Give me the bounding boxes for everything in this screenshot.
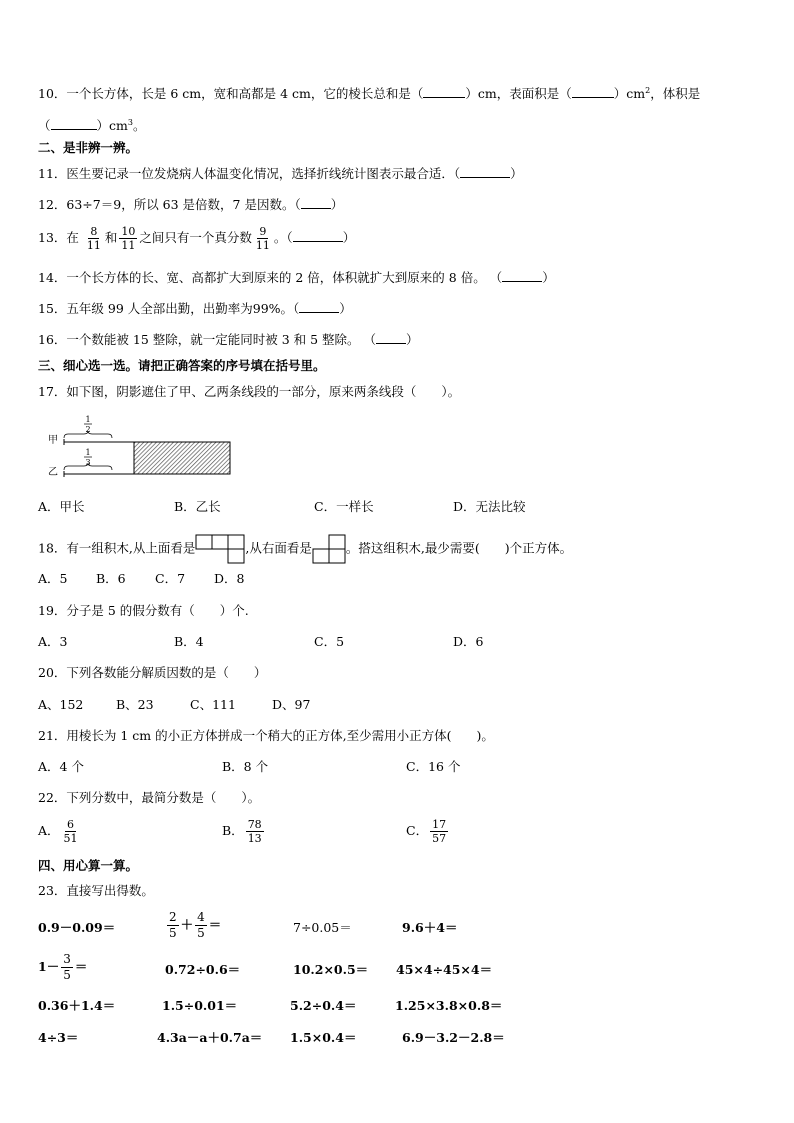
fraction (167, 910, 179, 941)
q14-text: 14．一个长方体的长、宽、高都扩大到原来的 2 倍，体积就扩大到原来的 8 倍。 （ (38, 270, 503, 285)
q19-option-c[interactable]: C．5 (314, 634, 345, 649)
q17-option-d[interactable]: D．无法比较 (453, 499, 526, 514)
calc-item-fraction-sum (165, 910, 221, 941)
numerator: 6 (67, 818, 75, 831)
one-minus: 1－ (38, 959, 60, 974)
denominator: 57 (432, 832, 447, 845)
q14-close: ） (542, 270, 555, 285)
calc-item: 4.3a－a＋0.7a＝ (157, 1030, 263, 1045)
q13-post: 。（ (273, 230, 293, 245)
q21-option-b[interactable]: B．8 个 (222, 759, 269, 774)
q18-option-c[interactable]: C．7 (155, 571, 186, 586)
q13-pre: 13．在 (38, 230, 79, 245)
q13-close: ） (342, 230, 356, 245)
question-14 (38, 269, 555, 287)
q22-option-b[interactable] (222, 818, 266, 845)
question-10-line-1 (38, 82, 700, 103)
calc-item: 0.72÷0.6＝ (165, 962, 241, 977)
q10-unit: ）cm (96, 118, 128, 134)
q18-option-a[interactable]: A．5 (38, 571, 68, 586)
numerator: 4 (197, 910, 205, 924)
calc-item: 1.5×0.4＝ (290, 1030, 357, 1045)
top-view-icon (195, 534, 245, 564)
q11-text: 11．医生要记录一位发烧病人体温变化情况，选择折线统计图表示最合适．（ (38, 166, 461, 181)
section-4-heading: 四、用心算一算。 (38, 858, 139, 873)
fraction (61, 952, 73, 983)
calc-item: 10.2×0.5＝ (293, 962, 369, 977)
q11-close: ） (510, 166, 523, 181)
q18-option-b[interactable]: B．6 (96, 571, 126, 586)
question-15 (38, 300, 352, 318)
answer-blank[interactable] (293, 229, 343, 242)
equals-sign: ＝ (74, 959, 88, 974)
q21-option-c[interactable]: C．16 个 (406, 759, 461, 774)
numerator: 2 (169, 910, 177, 924)
calc-item: 9.6＋4＝ (402, 920, 458, 935)
question-13 (38, 225, 355, 252)
q18-mid: ,从右面看是 (245, 540, 312, 556)
q17-option-b[interactable]: B．乙长 (174, 499, 221, 514)
question-23: 23．直接写出得数。 (38, 883, 154, 898)
calc-item: 0.9－0.09＝ (38, 920, 116, 935)
q19-option-d[interactable]: D．6 (453, 634, 484, 649)
q10-text-a: 10．一个长方体，长是 6 cm，宽和高都是 4 cm，它的棱长总和是（ (38, 86, 424, 102)
option-label: C． (406, 823, 429, 838)
option-label: A． (38, 823, 60, 838)
numerator: 17 (432, 818, 447, 831)
calc-item: 0.36＋1.4＝ (38, 998, 116, 1013)
q10-text-b: ）cm，表面积是（ (465, 86, 572, 102)
brace-jia (64, 431, 112, 438)
q22-option-c[interactable] (406, 818, 450, 845)
denominator: 11 (255, 239, 270, 252)
answer-blank[interactable] (502, 269, 542, 282)
denominator: 11 (121, 239, 136, 252)
q22-option-a[interactable] (38, 818, 82, 845)
q10-text-c: ）cm (613, 86, 646, 102)
question-10-line-2 (38, 114, 145, 135)
superscript-3: 3 (127, 118, 133, 127)
q12-text: 12．63÷7＝9，所以 63 是倍数，7 是因数。（ (38, 197, 301, 212)
question-11 (38, 165, 523, 183)
section-3-heading: 三、细心选一选。请把正确答案的序号填在括号里。 (38, 358, 326, 373)
fraction (254, 225, 272, 252)
q15-close: ） (339, 301, 352, 316)
frac-third-num: 1 (85, 448, 91, 457)
fraction (119, 225, 137, 252)
shaded-cover (134, 442, 230, 474)
answer-blank[interactable] (299, 300, 339, 313)
numerator: 10 (121, 225, 136, 238)
answer-blank[interactable] (460, 165, 510, 178)
calc-item: 5.2÷0.4＝ (290, 998, 357, 1013)
frac-half-num: 1 (85, 415, 91, 424)
option-label: B． (222, 823, 244, 838)
fraction (195, 910, 207, 941)
q19-option-a[interactable]: A．3 (38, 634, 68, 649)
calc-item-one-minus-fraction (38, 952, 87, 983)
q10-text-d: ，体积是 (650, 86, 701, 102)
frac-half-den: 2 (85, 425, 91, 434)
right-view-icon (312, 534, 346, 564)
q19-option-b[interactable]: B．4 (174, 634, 204, 649)
question-17: 17．如下图，阴影遮住了甲、乙两条线段的一部分，原来两条线段（ ）。 (38, 384, 461, 399)
q12-close: ） (330, 197, 344, 212)
answer-blank[interactable] (376, 331, 406, 344)
answer-blank[interactable] (423, 85, 465, 98)
superscript-2: 2 (645, 86, 651, 95)
calc-item: 1.5÷0.01＝ (162, 998, 238, 1013)
question-18 (38, 534, 572, 564)
section-2-heading: 二、是非辨一辨。 (38, 140, 139, 155)
calc-item: 45×4÷45×4＝ (396, 962, 493, 977)
q20-option-a[interactable]: A、152 (38, 697, 84, 712)
denominator: 5 (63, 968, 71, 982)
label-jia: 甲 (48, 435, 58, 446)
fraction (85, 225, 103, 252)
q16-close: ） (406, 332, 419, 347)
q10-end: 。 (132, 118, 146, 134)
denominator: 5 (197, 926, 205, 940)
calc-item: 1.25×3.8×0.8＝ (395, 998, 503, 1013)
q18-pre: 18．有一组积木,从上面看是 (38, 540, 196, 556)
question-22: 22．下列分数中，最简分数是（ ）。 (38, 790, 261, 805)
answer-blank[interactable] (301, 196, 331, 209)
calc-item: 6.9－3.2－2.8＝ (402, 1030, 505, 1045)
equals-sign: ＝ (208, 917, 222, 932)
frac-third-den: 3 (85, 458, 91, 467)
question-20: 20．下列各数能分解质因数的是（ ） (38, 665, 267, 680)
q13-mid2: 之间只有一个真分数 (139, 230, 252, 245)
fraction (246, 818, 264, 845)
q20-option-d[interactable]: D、97 (272, 697, 311, 712)
question-21: 21．用棱长为 1 cm 的小正方体拼成一个稍大的正方体,至少需用小正方体( )。 (38, 728, 494, 743)
label-yi: 乙 (48, 467, 58, 478)
numerator: 9 (259, 225, 267, 238)
q18-post: 。搭这组积木,最少需要( )个正方体。 (345, 540, 573, 556)
numerator: 78 (247, 818, 262, 831)
fraction (430, 818, 448, 845)
denominator: 11 (86, 239, 101, 252)
numerator: 3 (63, 952, 71, 966)
question-12 (38, 196, 343, 214)
numerator: 8 (90, 225, 98, 238)
segment-figure (42, 412, 242, 480)
q15-text: 15．五年级 99 人全部出勤，出勤率为99%。（ (38, 301, 300, 316)
fraction (62, 818, 80, 845)
q13-mid: 和 (104, 230, 118, 245)
denominator: 5 (169, 926, 177, 940)
q21-option-a[interactable]: A．4 个 (38, 759, 84, 774)
q10-open: （ (38, 118, 51, 134)
question-19: 19．分子是 5 的假分数有（ ）个. (38, 603, 249, 618)
denominator: 51 (63, 832, 78, 845)
answer-blank[interactable] (51, 117, 97, 130)
q20-option-b[interactable]: B、23 (116, 697, 154, 712)
q17-option-c[interactable]: C．一样长 (314, 499, 374, 514)
q16-text: 16．一个数能被 15 整除，就一定能同时被 3 和 5 整除。 （ (38, 332, 377, 347)
answer-blank[interactable] (572, 85, 614, 98)
denominator: 13 (247, 832, 262, 845)
calc-item: 4÷3＝ (38, 1030, 79, 1045)
q17-option-a[interactable]: A．甲长 (38, 499, 85, 514)
q20-option-c[interactable]: C、111 (190, 697, 236, 712)
q18-option-d[interactable]: D．8 (214, 571, 245, 586)
calc-item: 7÷0.05＝ (293, 920, 352, 935)
plus-sign: ＋ (180, 917, 194, 932)
question-16 (38, 331, 419, 349)
